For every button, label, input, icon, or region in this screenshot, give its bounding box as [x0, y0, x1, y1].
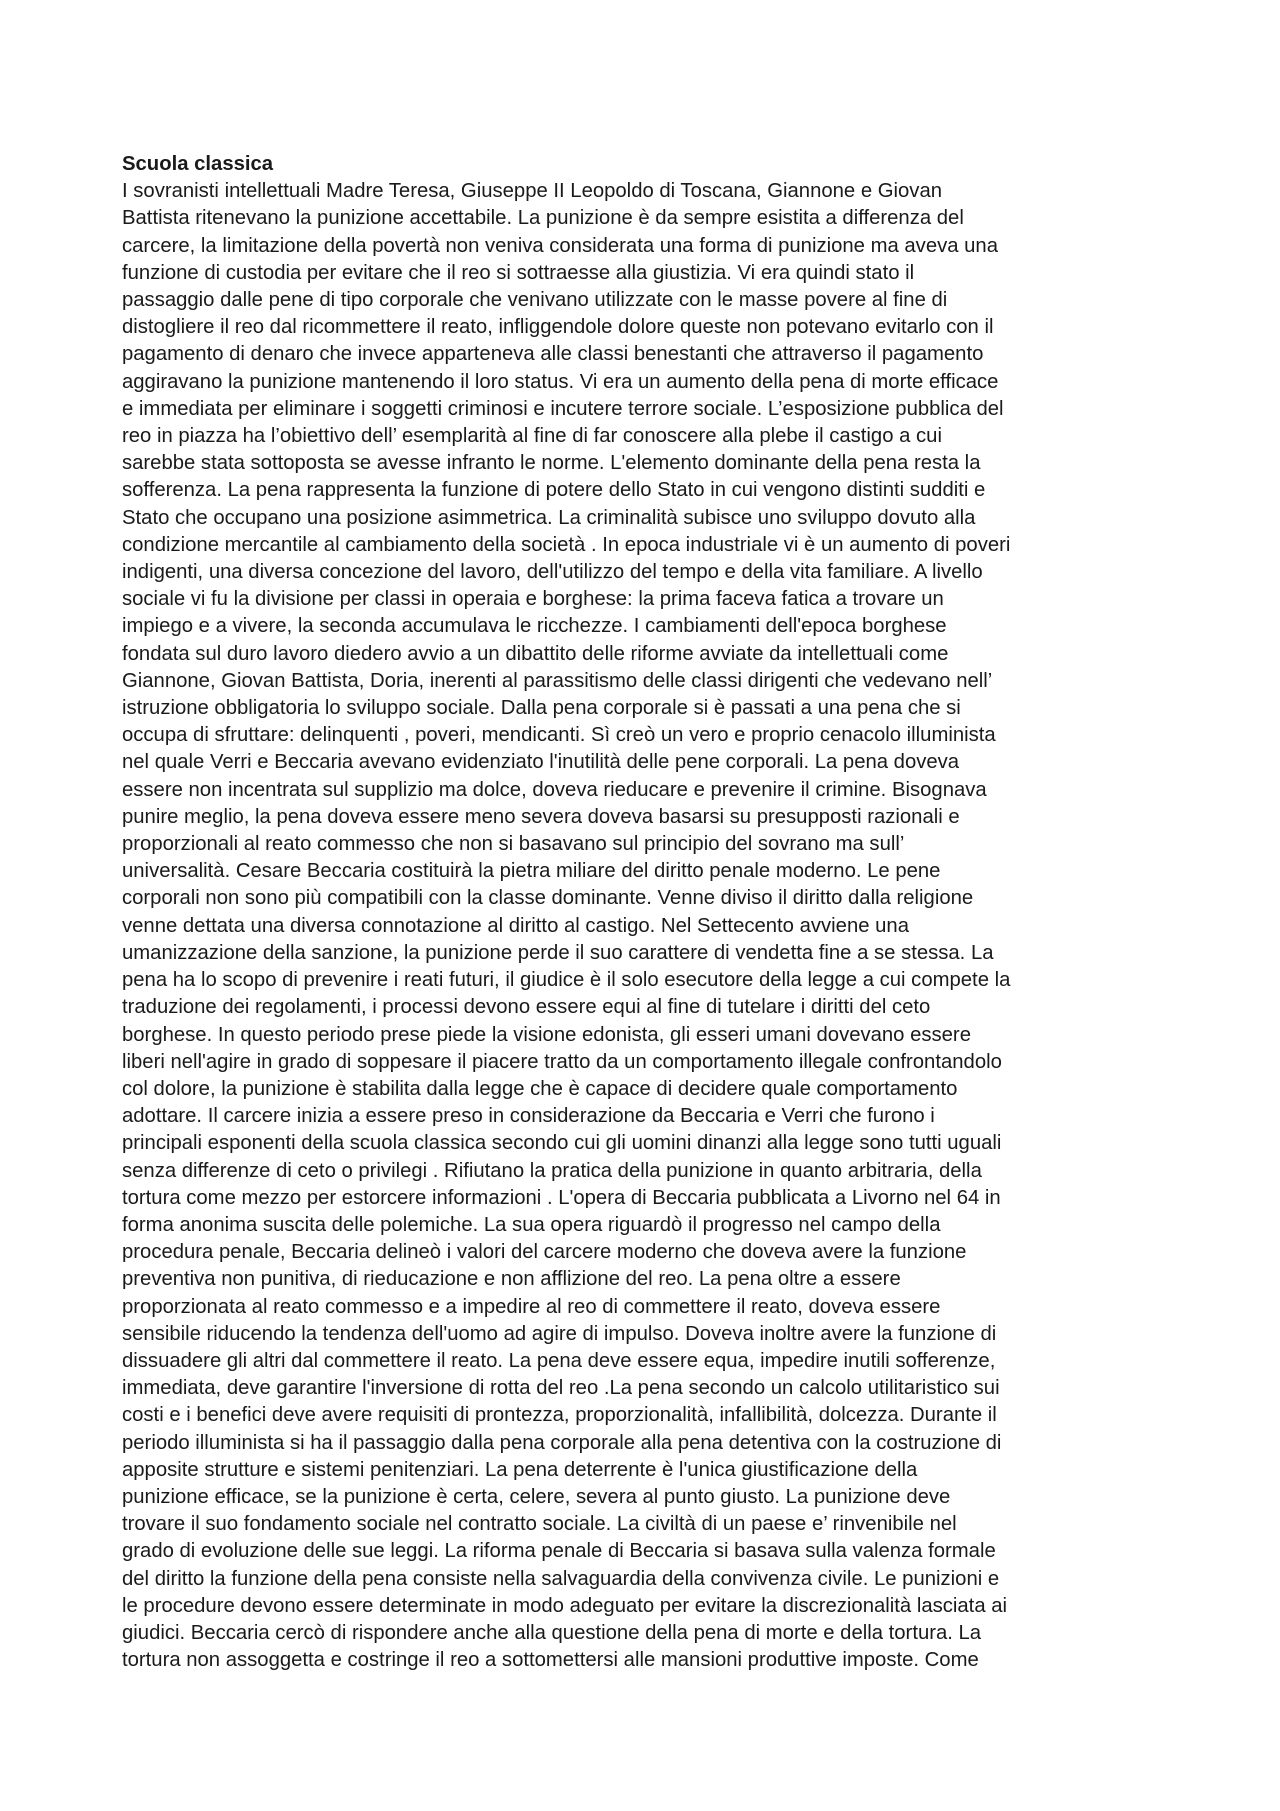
text-line: tortura non assoggetta e costringe il reo a sottomettersi alle mansioni produttive imposte. Come	[122, 1649, 979, 1672]
text-line: universalità. Cesare Beccaria costituirà la pietra miliare del diritto penale moderno. Le pene	[122, 860, 941, 883]
text-line: sofferenza. La pena rappresenta la funzione di potere dello Stato in cui vengono distinti sudditi e	[122, 479, 986, 502]
text-line: borghese. In questo periodo prese piede la visione edonista, gli esseri umani dovevano essere	[122, 1023, 971, 1046]
text-line: proporzionata al reato commesso e a impedire al reo di commettere il reato, doveva essere	[122, 1295, 941, 1318]
text-line: carcere, la limitazione della povertà non veniva considerata una forma di punizione ma aveva una	[122, 234, 998, 257]
text-line: le procedure devono essere determinate in modo adeguato per evitare la discrezionalità lasciata ai	[122, 1594, 1008, 1617]
text-line: e immediata per eliminare i soggetti criminosi e incutere terrore sociale. L’esposizione pubblica del	[122, 397, 1004, 420]
section-heading: Scuola classica	[122, 153, 274, 175]
text-line: sarebbe stata sottoposta se avesse infranto le norme. L'elemento dominante della pena resta la	[122, 452, 981, 475]
text-line: condizione mercantile al cambiamento della società . In epoca industriale vi è un aumento di poveri	[122, 533, 1011, 556]
text-line: occupa di sfruttare: delinquenti , poveri, mendicanti. Sì creò un vero e proprio cenacolo illuminista	[122, 724, 996, 747]
text-line: apposite strutture e sistemi penitenziari. La pena deterrente è l'unica giustificazione della	[122, 1458, 918, 1481]
text-line: venne dettata una diversa connotazione al diritto al castigo. Nel Settecento avviene una	[122, 914, 909, 937]
document-body	[122, 151, 1172, 1674]
text-line: aggiravano la punizione mantenendo il loro status. Vi era un aumento della pena di morte efficace	[122, 370, 999, 393]
text-line: procedura penale, Beccaria delineò i valori del carcere moderno che doveva avere la funzione	[122, 1241, 967, 1264]
text-line: sensibile riducendo la tendenza dell'uomo ad agire di impulso. Doveva inoltre avere la funzione di	[122, 1322, 997, 1345]
text-line: immediata, deve garantire l'inversione di rotta del reo .La pena secondo un calcolo utilitaristico sui	[122, 1377, 1000, 1400]
text-line: punizione efficace, se la punizione è certa, celere, severa al punto giusto. La punizione deve	[122, 1485, 951, 1508]
text-line: indigenti, una diversa concezione del lavoro, dell'utilizzo del tempo e della vita familiare. A livello	[122, 561, 983, 584]
text-line: costi e i benefici deve avere requisiti di prontezza, proporzionalità, infallibilità, dolcezza. Durante il	[122, 1404, 997, 1427]
text-line: periodo illuminista si ha il passaggio dalla pena corporale alla pena detentiva con la costruzione di	[122, 1431, 1002, 1454]
text-line: I sovranisti intellettuali Madre Teresa, Giuseppe II Leopoldo di Toscana, Giannone e Giovan	[122, 180, 943, 203]
text-line: funzione di custodia per evitare che il reo si sottraesse alla giustizia. Vi era quindi stato il	[122, 261, 915, 284]
text-line: istruzione obbligatoria lo sviluppo sociale. Dalla pena corporale si è passati a una pena che si	[122, 697, 961, 720]
text-line: impiego e a vivere, la seconda accumulava le ricchezze. I cambiamenti dell'epoca borghese	[122, 615, 947, 638]
text-line: col dolore, la punizione è stabilita dalla legge che è capace di decidere quale comportamento	[122, 1077, 958, 1100]
text-line: senza differenze di ceto o privilegi . Rifiutano la pratica della punizione in quanto arbitraria, della	[122, 1159, 982, 1182]
text-line: distogliere il reo dal ricommettere il reato, infliggendole dolore queste non potevano evitarlo con il	[122, 316, 994, 339]
text-line: pagamento di denaro che invece apparteneva alle classi benestanti che attraverso il pagamento	[122, 343, 984, 366]
text-line: del diritto la funzione della pena consiste nella salvaguardia della convivenza civile. Le punizioni e	[122, 1567, 1000, 1590]
text-line: Battista ritenevano la punizione accettabile. La punizione è da sempre esistita a differenza del	[122, 207, 964, 230]
text-line: fondata sul duro lavoro diedero avvio a un dibattito delle riforme avviate da intellettuali come	[122, 642, 949, 665]
text-line: punire meglio, la pena doveva essere meno severa doveva basarsi su presupposti razionali e	[122, 805, 960, 828]
text-line: forma anonima suscita delle polemiche. La sua opera riguardò il progresso nel campo della	[122, 1213, 941, 1236]
text-line: traduzione dei regolamenti, i processi devono essere equi al fine di tutelare i diritti del ceto	[122, 996, 931, 1019]
text-line: giudici. Beccaria cercò di rispondere anche alla questione della pena di morte e della tortura. La	[122, 1621, 982, 1644]
text-line: Giannone, Giovan Battista, Doria, inerenti al parassitismo delle classi dirigenti che vedevano nell’	[122, 669, 993, 692]
paragraph-text	[122, 178, 1172, 1674]
text-line: preventiva non punitiva, di rieducazione e non afflizione del reo. La pena oltre a essere	[122, 1268, 901, 1291]
text-line: grado di evoluzione delle sue leggi. La riforma penale di Beccaria si basava sulla valenza formale	[122, 1540, 996, 1563]
text-line: liberi nell'agire in grado di soppesare il piacere tratto da un comportamento illegale confrontandolo	[122, 1050, 1002, 1073]
text-line: trovare il suo fondamento sociale nel contratto sociale. La civiltà di un paese e’ rinvenibile nel	[122, 1513, 957, 1536]
text-line: Stato che occupano una posizione asimmetrica. La criminalità subisce uno sviluppo dovuto alla	[122, 506, 976, 529]
text-line: reo in piazza ha l’obiettivo dell’ esemplarità al fine di far conoscere alla plebe il castigo a cui	[122, 425, 942, 448]
text-line: proporzionali al reato commesso che non si basavano sul principio del sovrano ma sull’	[122, 833, 905, 856]
text-line: dissuadere gli altri dal commettere il reato. La pena deve essere equa, impedire inutili sofferenze,	[122, 1349, 996, 1372]
text-line: pena ha lo scopo di prevenire i reati futuri, il giudice è il solo esecutore della legge a cui compete la	[122, 969, 1011, 992]
text-line: sociale vi fu la divisione per classi in operaia e borghese: la prima faceva fatica a trovare un	[122, 588, 944, 611]
text-line: passaggio dalle pene di tipo corporale che venivano utilizzate con le masse povere al fine di	[122, 289, 948, 312]
text-line: corporali non sono più compatibili con la classe dominante. Venne diviso il diritto dalla religione	[122, 887, 974, 910]
text-line: nel quale Verri e Beccaria avevano evidenziato l'inutilità delle pene corporali. La pena doveva	[122, 751, 960, 774]
text-line: umanizzazione della sanzione, la punizione perde il suo carattere di vendetta fine a se stessa. La	[122, 941, 994, 964]
text-line: essere non incentrata sul supplizio ma dolce, doveva rieducare e prevenire il crimine. Bisognava	[122, 778, 987, 801]
text-line: principali esponenti della scuola classica secondo cui gli uomini dinanzi alla legge sono tutti uguali	[122, 1132, 1002, 1155]
text-line: adottare. Il carcere inizia a essere preso in considerazione da Beccaria e Verri che furono i	[122, 1105, 935, 1128]
text-line: tortura come mezzo per estorcere informazioni . L'opera di Beccaria pubblicata a Livorno nel 64 in	[122, 1186, 1001, 1209]
